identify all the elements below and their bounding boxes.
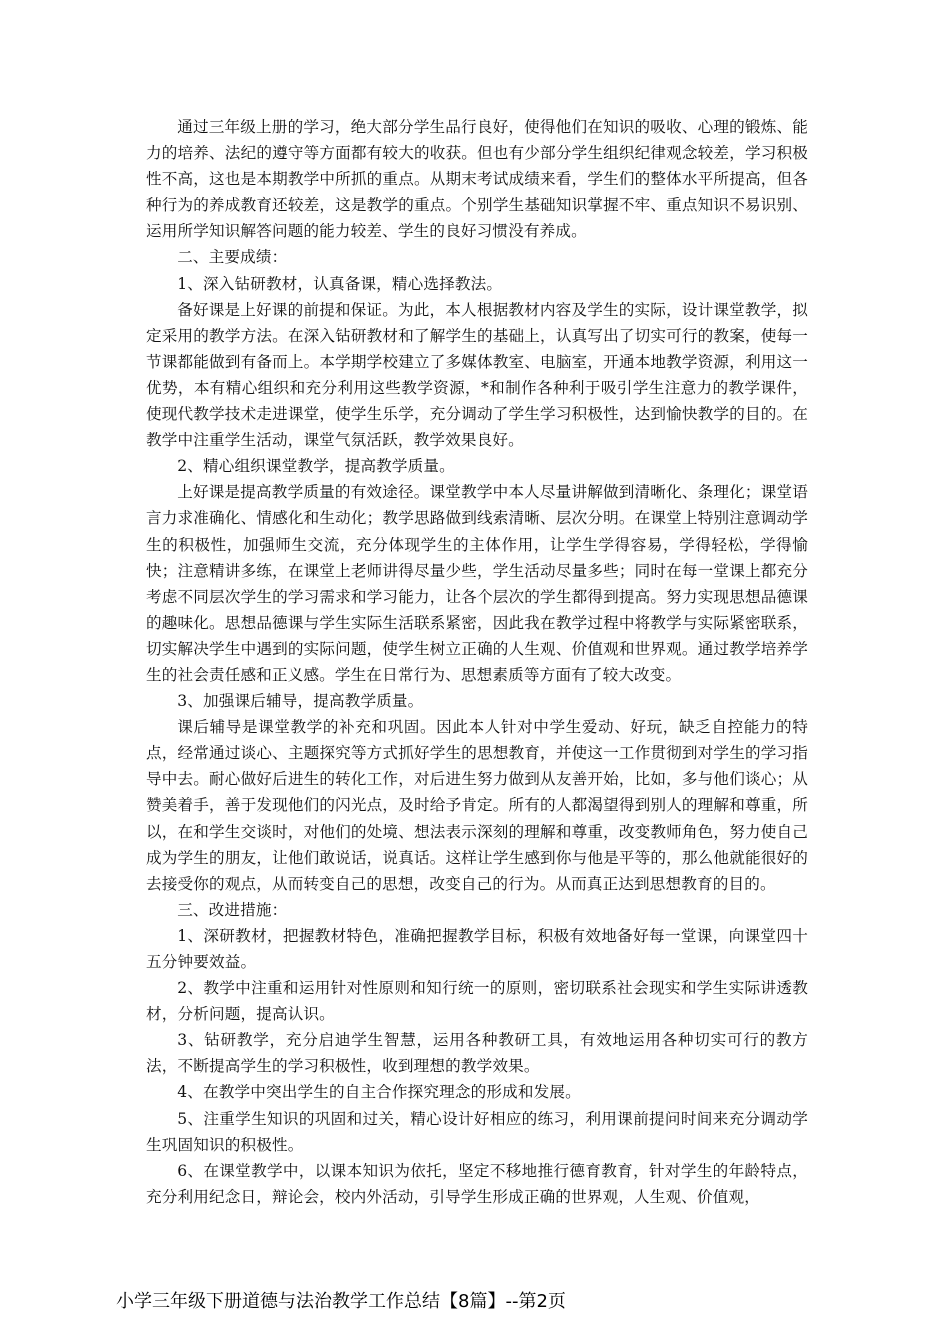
document-body (146, 114, 808, 1210)
paragraph-lesson-prep: 备好课是上好课的前提和保证。为此，本人根据教材内容及学生的实际，设计课堂教学，拟定采用的教学方法。在深入钻研教材和了解学生的基础上，认真写出了切实可行的教案，使每一节课都能做到有备而上。本学期学校建立了多媒体教室、电脑室，开通本地教学资源，利用这一优势，本有精心组织和充分利用这些教学资源，*和制作各种利于吸引学生注意力的教学课件，使现代教学技术走进课堂，使学生乐学，充分调动了学生学习积极性，达到愉快教学的目的。在教学中注重学生活动，课堂气氛活跃，教学效果良好。 (146, 300, 808, 450)
improvement-item-1: 1、深研教材，把握教材特色，准确把握教学目标，积极有效地备好每一堂课，向课堂四十五分钟要效益。 (146, 926, 808, 971)
paragraph-classroom-teaching: 上好课是提高教学质量的有效途径。课堂教学中本人尽量讲解做到清晰化、条理化；课堂语言力求准确化、情感化和生动化；教学思路做到线索清晰、层次分明。在课堂上特别注意调动学生的积极性，加强师生交流，充分体现学生的主体作用，让学生学得容易，学得轻松，学得愉快；注意精讲多练，在课堂上老师讲得尽量少些，学生活动尽量多些；同时在每一堂课上都充分考虑不同层次学生的学习需求和学习能力，让各个层次的学生都得到提高。努力实现思想品德课的趣味化。思想品德课与学生实际生活联系紧密，因此我在教学过程中将教学与实际紧密联系，切实解决学生中遇到的实际问题，使学生树立正确的人生观、价值观和世界观。通过教学培养学生的社会责任感和正义感。学生在日常行为、思想素质等方面有了较大改变。 (146, 483, 808, 684)
section-heading-improvements: 三、改进措施： (177, 900, 288, 919)
improvement-item-3: 3、钻研教学，充分启迪学生智慧，运用各种教研工具，有效地运用各种切实可行的教方法，不断提高学生的学习积极性，收到理想的教学效果。 (146, 1031, 808, 1076)
improvement-item-5: 5、注重学生知识的巩固和过关，精心设计好相应的练习，利用课前提问时间来充分调动学生巩固知识的积极性。 (146, 1109, 808, 1154)
improvement-item-2: 2、教学中注重和运用针对性原则和知行统一的原则，密切联系社会现实和学生实际讲透教材，分析问题，提高认识。 (146, 979, 808, 1024)
section-heading-achievements: 二、主要成绩： (177, 248, 288, 267)
improvement-item-4: 4、在教学中突出学生的自主合作探究理念的形成和发展。 (177, 1083, 581, 1102)
improvement-item-6: 6、在课堂教学中，以课本知识为依托，坚定不移地推行德育教育，针对学生的年龄特点，充分利用纪念日，辩论会，校内外活动，引导学生形成正确的世界观，人生观、价值观， (146, 1161, 808, 1206)
footer-page-title: 小学三年级下册道德与法治教学工作总结【8篇】--第2页 (116, 1291, 566, 1312)
paragraph-intro: 通过三年级上册的学习，绝大部分学生品行良好，使得他们在知识的吸收、心理的锻炼、能力的培养、法纪的遵守等方面都有较大的收获。但也有少部分学生组织纪律观念较差，学习积极性不高，这也是本期教学中所抓的重点。从期末考试成绩来看，学生们的整体水平所提高，但各种行为的养成教育还较差，这是教学的重点。个别学生基础知识掌握不牢、重点知识不易识别、运用所学知识解答问题的能力较差、学生的良好习惯没有养成。 (146, 118, 808, 241)
paragraph-after-class: 课后辅导是课堂教学的补充和巩固。因此本人针对中学生爱动、好玩，缺乏自控能力的特点，经常通过谈心、主题探究等方式抓好学生的思想教育，并使这一工作贯彻到对学生的学习指导中去。耐心做好后进生的转化工作，对后进生努力做到从友善开始，比如，多与他们谈心；从赞美着手，善于发现他们的闪光点，及时给予肯定。所有的人都渴望得到别人的理解和尊重，所以，在和学生交谈时，对他们的处境、想法表示深刻的理解和尊重，改变教师角色，努力使自己成为学生的朋友，让他们敢说话，说真话。这样让学生感到你与他是平等的，那么他就能很好的去接受你的观点，从而转变自己的思想，改变自己的行为。从而真正达到思想教育的目的。 (146, 718, 808, 893)
item-heading-2: 2、精心组织课堂教学，提高教学质量。 (177, 457, 455, 476)
item-heading-1: 1、深入钻研教材，认真备课，精心选择教法。 (177, 274, 503, 293)
item-heading-3: 3、加强课后辅导，提高教学质量。 (177, 692, 424, 711)
page-footer (0, 1286, 950, 1344)
